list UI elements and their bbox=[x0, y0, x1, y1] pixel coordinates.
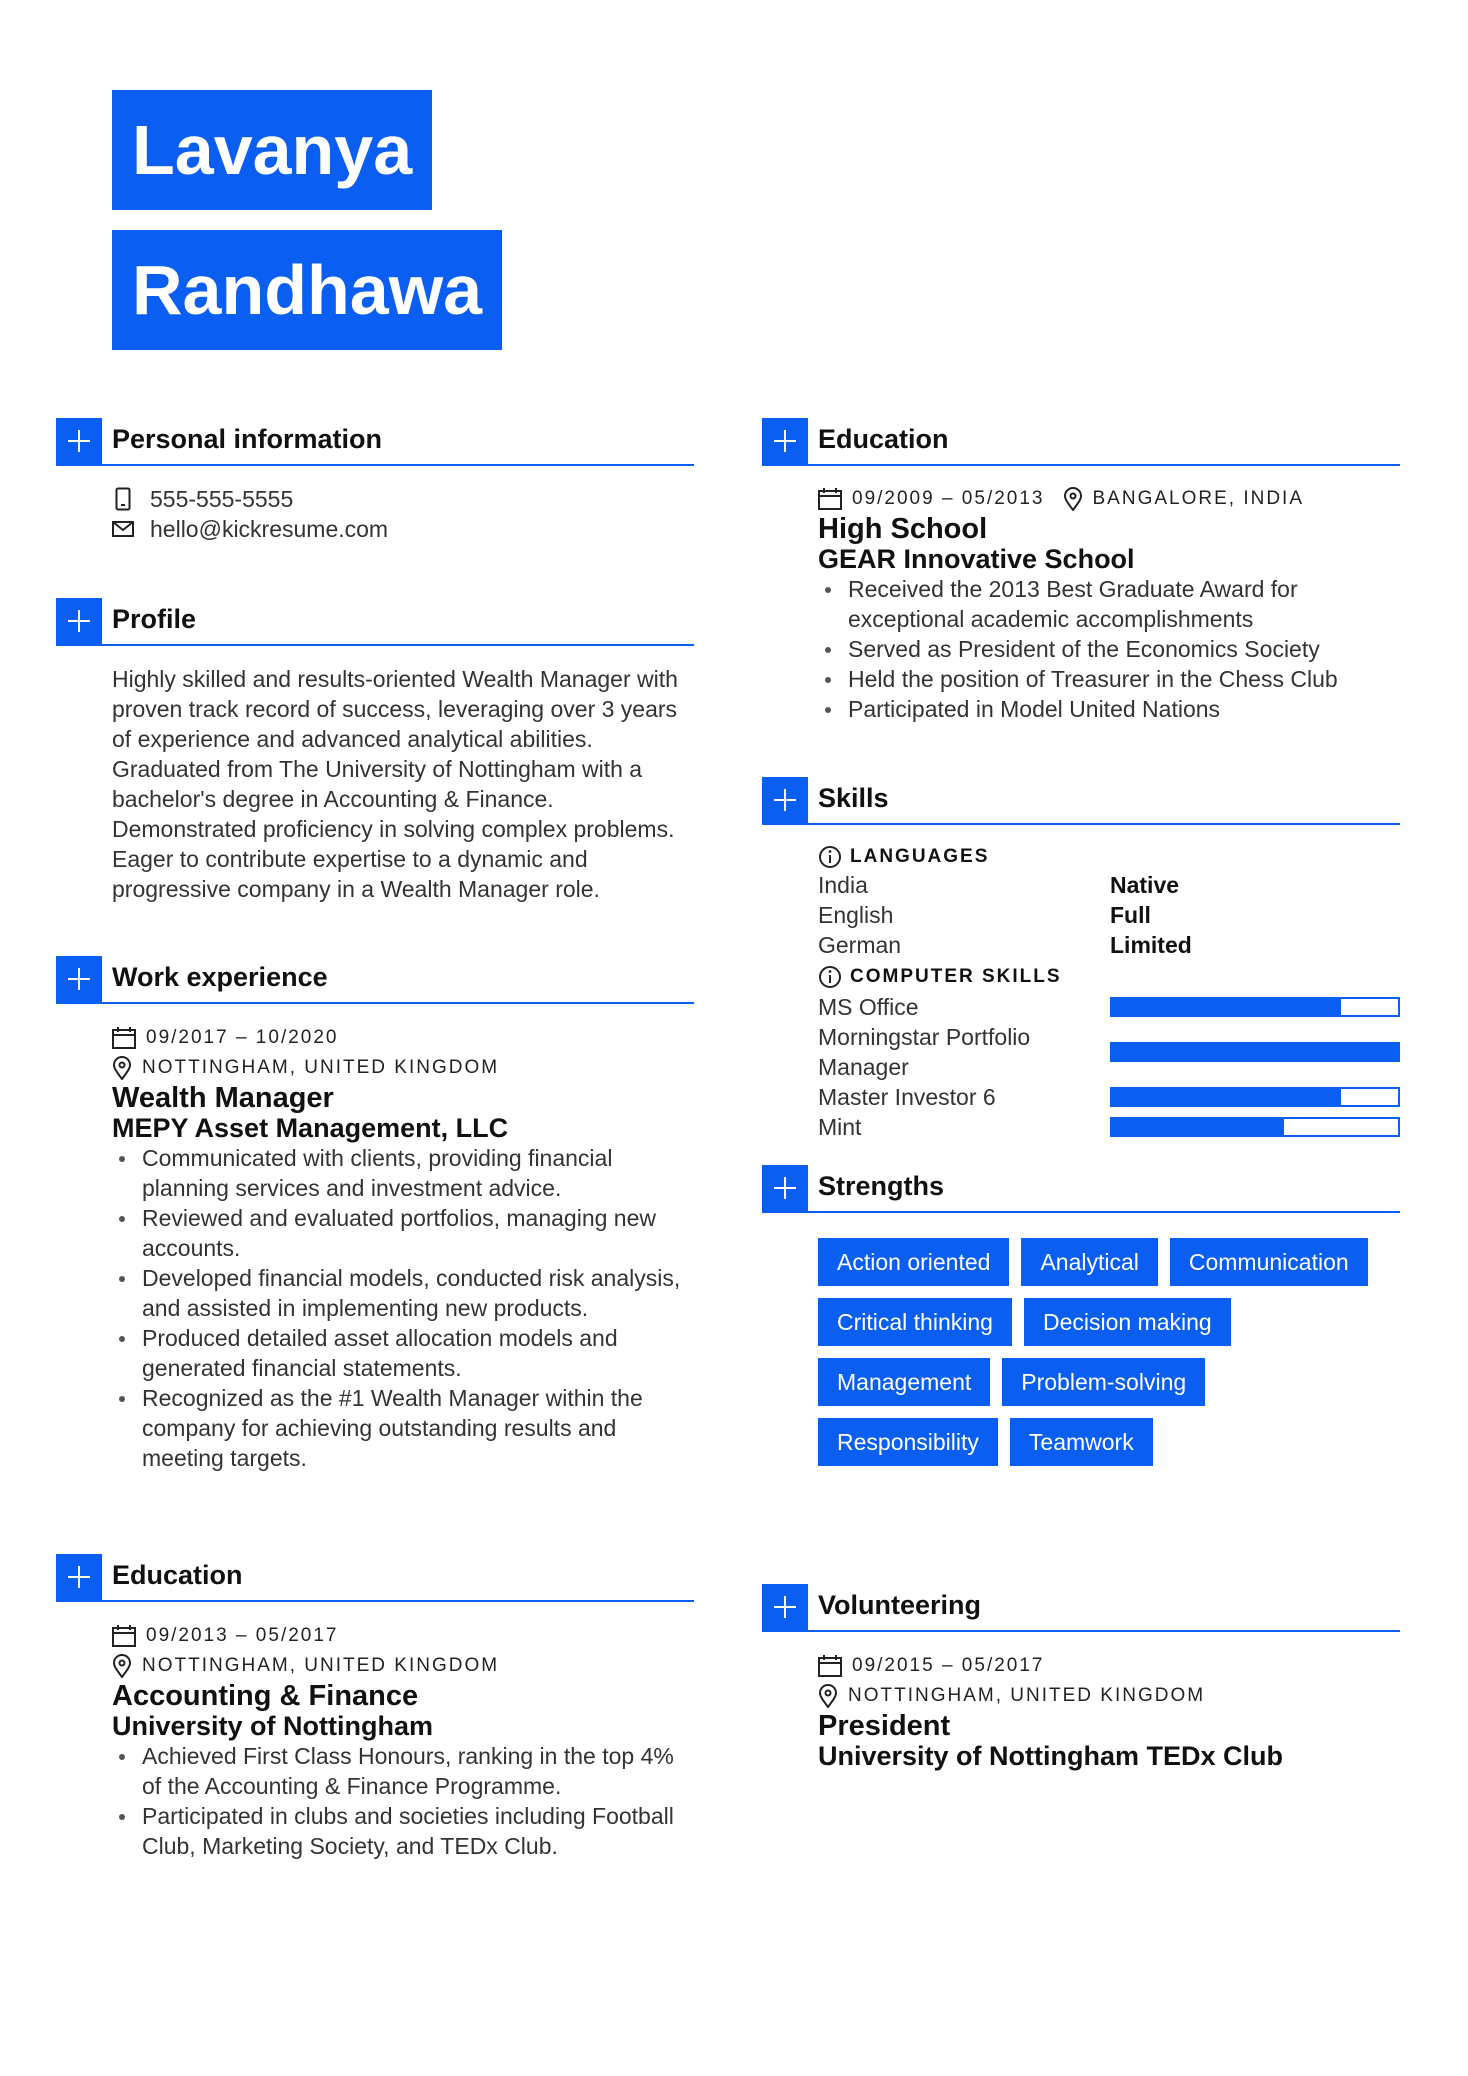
plus-icon bbox=[56, 418, 102, 464]
calendar-icon bbox=[818, 488, 842, 510]
skill-level-fill bbox=[1112, 1089, 1341, 1105]
computer-skill-row bbox=[818, 1082, 1400, 1112]
plus-icon bbox=[56, 598, 102, 644]
language-name: India bbox=[818, 872, 868, 898]
location-pin-icon bbox=[1063, 487, 1083, 511]
list-item: Received the 2013 Best Graduate Award for exceptional academic accomplishments bbox=[818, 574, 1378, 634]
strength-tag: Analytical bbox=[1021, 1238, 1157, 1286]
list-item: Recognized as the #1 Wealth Manager within the company for achieving outstanding results and meeting targets. bbox=[112, 1383, 684, 1473]
strength-tag: Communication bbox=[1170, 1238, 1368, 1286]
info-icon bbox=[818, 965, 842, 989]
work-bullets bbox=[112, 1143, 684, 1473]
work-location-row bbox=[112, 1053, 694, 1083]
location-pin-icon bbox=[818, 1684, 838, 1708]
vol-org: University of Nottingham TEDx Club bbox=[818, 1741, 1284, 1771]
computer-skill-name: Master Investor 6 bbox=[818, 1084, 996, 1110]
strength-tag: Critical thinking bbox=[818, 1298, 1012, 1346]
language-level: Limited bbox=[1110, 932, 1192, 958]
education-entry-high-school bbox=[818, 484, 1400, 724]
computer-skill-name: Mint bbox=[818, 1114, 862, 1140]
strength-tags bbox=[818, 1238, 1400, 1478]
language-name: German bbox=[818, 932, 902, 958]
strength-tag: Management bbox=[818, 1358, 990, 1406]
last-name-banner bbox=[112, 230, 502, 350]
computer-skill-row bbox=[818, 1112, 1400, 1142]
strength-tag: Action oriented bbox=[818, 1238, 1009, 1286]
skill-level-bar bbox=[1110, 1117, 1400, 1137]
personal-info-header bbox=[56, 418, 694, 466]
strength-tag: Decision making bbox=[1024, 1298, 1231, 1346]
language-row bbox=[818, 872, 1400, 902]
computer-skill-row bbox=[818, 992, 1400, 1022]
plus-icon bbox=[762, 777, 808, 823]
skill-level-bar bbox=[1110, 1042, 1400, 1062]
hs-bullets bbox=[818, 574, 1378, 724]
calendar-icon bbox=[112, 1625, 136, 1647]
computer-skill-row bbox=[818, 1022, 1400, 1082]
list-item: Produced detailed asset allocation models and generated financial statements. bbox=[112, 1323, 684, 1383]
language-row bbox=[818, 932, 1400, 962]
edu-date-row bbox=[112, 1621, 694, 1651]
skill-level-fill bbox=[1112, 1119, 1284, 1135]
language-name: English bbox=[818, 902, 894, 928]
skill-level-bar bbox=[1110, 997, 1400, 1017]
language-level: Full bbox=[1110, 902, 1151, 928]
volunteering-entry bbox=[818, 1651, 1400, 1771]
work-experience-header bbox=[56, 956, 694, 1004]
list-item: Participated in Model United Nations bbox=[818, 694, 1378, 724]
profile-header bbox=[56, 598, 694, 646]
volunteering-header bbox=[762, 1584, 1400, 1632]
first-name: Lavanya bbox=[132, 111, 413, 189]
vol-location-row bbox=[818, 1681, 1400, 1711]
work-date-row bbox=[112, 1023, 694, 1053]
phone-number: 555-555-5555 bbox=[150, 485, 294, 512]
skill-level-bar bbox=[1110, 1087, 1400, 1107]
section-title: Profile bbox=[112, 604, 197, 634]
hs-meta-row bbox=[818, 484, 1400, 514]
languages-label-row bbox=[818, 842, 1400, 872]
plus-icon bbox=[56, 956, 102, 1002]
last-name: Randhawa bbox=[132, 251, 483, 329]
list-item: Achieved First Class Honours, ranking in the top 4% of the Accounting & Finance Programme. bbox=[112, 1741, 684, 1801]
strengths-header bbox=[762, 1165, 1400, 1213]
section-title: Skills bbox=[818, 783, 889, 813]
section-title: Personal information bbox=[112, 424, 383, 454]
edu-bullets bbox=[112, 1741, 684, 1861]
edu-date: 09/2013 – 05/2017 bbox=[146, 1625, 339, 1646]
skills-body bbox=[818, 842, 1400, 1142]
location-pin-icon bbox=[112, 1654, 132, 1678]
strength-tag: Problem-solving bbox=[1002, 1358, 1205, 1406]
first-name-banner bbox=[112, 90, 432, 210]
edu-location: NOTTINGHAM, UNITED KINGDOM bbox=[142, 1655, 500, 1676]
vol-date: 09/2015 – 05/2017 bbox=[852, 1655, 1045, 1676]
computer-skills-label-row bbox=[818, 962, 1400, 992]
school-name: GEAR Innovative School bbox=[818, 544, 1135, 574]
degree-title: High School bbox=[818, 513, 988, 545]
job-title: Wealth Manager bbox=[112, 1082, 334, 1114]
degree-title: Accounting & Finance bbox=[112, 1680, 419, 1712]
plus-icon bbox=[56, 1554, 102, 1600]
location-pin-icon bbox=[112, 1056, 132, 1080]
list-item: Served as President of the Economics Society bbox=[818, 634, 1378, 664]
work-location: NOTTINGHAM, UNITED KINGDOM bbox=[142, 1057, 500, 1078]
calendar-icon bbox=[112, 1027, 136, 1049]
section-title: Education bbox=[818, 424, 949, 454]
languages-label: LANGUAGES bbox=[850, 846, 990, 867]
phone-icon bbox=[112, 487, 134, 511]
strength-tag: Teamwork bbox=[1010, 1418, 1153, 1466]
mail-icon bbox=[112, 521, 134, 537]
edu-location-row bbox=[112, 1651, 694, 1681]
list-item: Communicated with clients, providing financial planning services and investment advice. bbox=[112, 1143, 684, 1203]
school-name: University of Nottingham bbox=[112, 1711, 434, 1741]
profile-summary: Highly skilled and results-oriented Wealth Manager with proven track record of success, leveraging over 3 years of experience and advanced analytical abilities. Graduated from The University of Nottingham with a bachelor's degree in Accounting & Finance. Demonstrated proficiency in solving complex problems. Eager to contribute expertise to a dynamic and progressive company in a Wealth Manager role. bbox=[112, 666, 678, 902]
skills-header bbox=[762, 777, 1400, 825]
section-title: Volunteering bbox=[818, 1590, 982, 1620]
email-address: hello@kickresume.com bbox=[150, 515, 389, 542]
plus-icon bbox=[762, 1584, 808, 1630]
info-icon bbox=[818, 845, 842, 869]
section-title: Education bbox=[112, 1560, 243, 1590]
company-name: MEPY Asset Management, LLC bbox=[112, 1113, 509, 1143]
vol-date-row bbox=[818, 1651, 1400, 1681]
work-entry bbox=[112, 1023, 694, 1473]
education-entry-university bbox=[112, 1621, 694, 1861]
work-date: 09/2017 – 10/2020 bbox=[146, 1027, 339, 1048]
education-header-left bbox=[56, 1554, 694, 1602]
hs-location: BANGALORE, INDIA bbox=[1092, 488, 1304, 509]
list-item: Held the position of Treasurer in the Chess Club bbox=[818, 664, 1378, 694]
vol-location: NOTTINGHAM, UNITED KINGDOM bbox=[848, 1685, 1206, 1706]
plus-icon bbox=[762, 418, 808, 464]
list-item: Participated in clubs and societies including Football Club, Marketing Society, and TEDx Club. bbox=[112, 1801, 684, 1861]
hs-date: 09/2009 – 05/2013 bbox=[852, 488, 1045, 509]
calendar-icon bbox=[818, 1655, 842, 1677]
list-item: Developed financial models, conducted risk analysis, and assisted in implementing new products. bbox=[112, 1263, 684, 1323]
language-row bbox=[818, 902, 1400, 932]
email-row bbox=[112, 514, 694, 544]
contact-list bbox=[112, 484, 694, 544]
strength-tag: Responsibility bbox=[818, 1418, 998, 1466]
computer-skill-name: MS Office bbox=[818, 994, 919, 1020]
language-level: Native bbox=[1110, 872, 1180, 898]
section-title: Work experience bbox=[112, 962, 328, 992]
computer-skills-label: COMPUTER SKILLS bbox=[850, 966, 1062, 987]
skill-level-fill bbox=[1112, 1044, 1398, 1060]
list-item: Reviewed and evaluated portfolios, managing new accounts. bbox=[112, 1203, 684, 1263]
phone-row bbox=[112, 484, 694, 514]
section-title: Strengths bbox=[818, 1171, 945, 1201]
vol-role: President bbox=[818, 1710, 951, 1742]
plus-icon bbox=[762, 1165, 808, 1211]
computer-skill-name: Morningstar Portfolio Manager bbox=[818, 1024, 1031, 1080]
education-header-right bbox=[762, 418, 1400, 466]
skill-level-fill bbox=[1112, 999, 1341, 1015]
